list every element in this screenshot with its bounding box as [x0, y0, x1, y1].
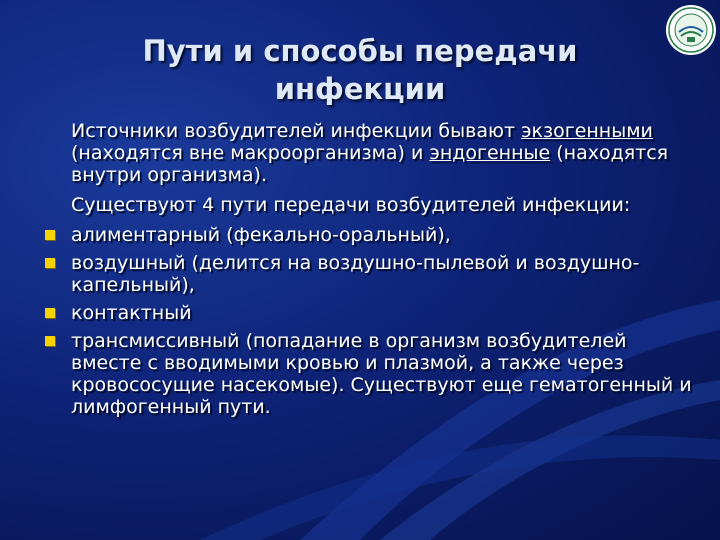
list-item: трансмиссивный (попадание в организм возбудителей вместе с вводимыми кровью и плазмой, а также через кровососущие насекомые). Существуют еще гематогенный и лимфогенный пути. — [45, 330, 695, 418]
term-exogenous: экзогенными — [521, 120, 653, 142]
sources-paragraph — [45, 120, 695, 186]
square-bullet-icon — [45, 336, 55, 346]
list-item: воздушный (делится на воздушно-пылевой и воздушно-капельный), — [45, 252, 695, 296]
intro-text-3: (находятся внутри организма). — [71, 142, 669, 186]
square-bullet-icon — [45, 258, 55, 268]
slide-body — [45, 120, 695, 424]
ways-intro: Существуют 4 пути передачи возбудителей инфекции: — [71, 194, 631, 216]
intro-text-2: (находятся вне макроорганизма) и — [71, 142, 430, 164]
list-item: алиментарный (фекально-оральный), — [45, 224, 695, 246]
square-bullet-icon — [45, 230, 55, 240]
square-bullet-icon — [45, 308, 55, 318]
intro-text-1: Источники возбудителей инфекции бывают — [71, 120, 522, 142]
slide-title: Пути и способы передачи инфекции — [142, 34, 578, 106]
list-item: контактный — [45, 302, 695, 324]
term-endogenous: эндогенные — [429, 142, 551, 164]
university-logo — [665, 4, 717, 56]
ways-list — [45, 224, 695, 418]
